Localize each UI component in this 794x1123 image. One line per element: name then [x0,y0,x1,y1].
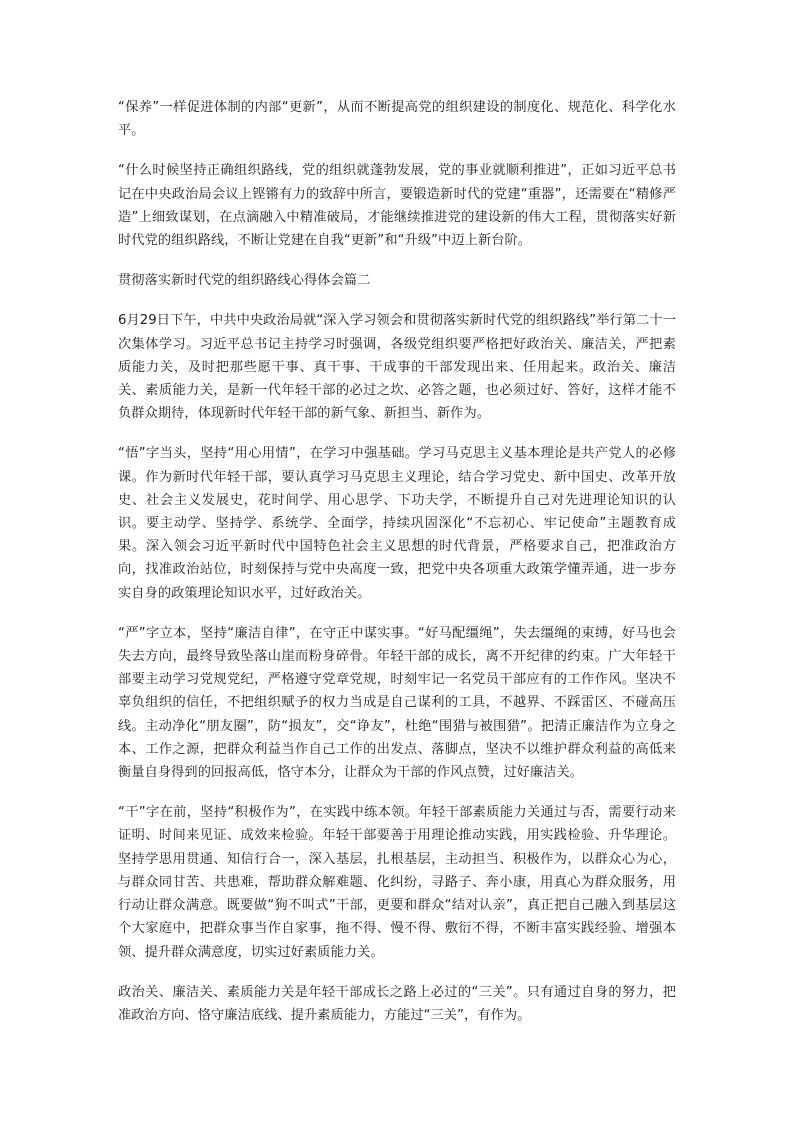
paragraph-intro-continuation: “保养”一样促进体制的内部“更新”，从而不断提高党的组织建设的制度化、规范化、科学化水平。 [118,100,676,139]
paragraph-wu: “悟”字当头，坚持“用心用情”，在学习中强基础。学习马克思主义基本理论是共产党人的必修课。作为新时代年轻干部，要认真学习马克思主义理论，结合学习党史、新中国史、改革开放史、社会主义发展史，花时间学、用心思学、下功夫学，不断提升自己对先进理论知识的认识。要主动学、坚持学、系统学、全面学，持续巩固深化“不忘初心、牢记使命”主题教育成果。深入领会习近平新时代中国特色社会主义思想的时代背景，严格要求自己，把准政治方向，找准政治站位，时刻保持与党中央高度一致，把党中央各项重大政策学懂弄通，进一步夯实自身的政策理论知识水平，过好政治关。 [118,446,676,601]
section-heading: 贯彻落实新时代党的组织路线心得体会篇二 [118,273,371,289]
paragraph-conclusion: 政治关、廉洁关、素质能力关是年轻干部成长之路上必过的“三关”。只有通过自身的努力，把准政治方向、恪守廉洁底线、提升素质能力，方能过“三关”，有作为。 [118,984,676,1023]
paragraph-study-session: 6月29日下午，中共中央政治局就“深入学习领会和贯彻落实新时代党的组织路线”举行第二十一次集体学习。习近平总书记主持学习时强调，各级党组织要严格把好政治关、廉洁关，严把素质能力关，及时把那些愿干事、真干事、干成事的干部发现出来、任用起来。政治关、廉洁关、素质能力关，是新一代年轻干部的必过之坎、必答之题，也必须过好、答好，这样才能不负群众期待，体现新时代年轻干部的新气象、新担当、新作为。 [118,313,676,422]
paragraph-organization-line: “什么时候坚持正确组织路线，党的组织就蓬勃发展，党的事业就顺利推进”，正如习近平总书记在中央政治局会议上铿锵有力的致辞中所言，要锻造新时代的党建“重器”，还需要在“精修严造”上细致谋划，在点滴融入中精准破局，才能继续推进党的建设新的伟大工程，贯彻落实好新时代党的组织路线，不断让党建在自我“更新”和“升级”中迈上新台阶。 [118,163,676,249]
document-body [118,96,676,1044]
paragraph-yan: “严”字立本，坚持“廉洁自律”，在守正中谋实事。“好马配缰绳”，失去缰绳的束缚，好马也会失去方向，最终导致坠落山崖而粉身碎骨。年轻干部的成长，离不开纪律的约束。广大年轻干部要主动学习党规党纪，严格遵守党章党规，时刻牢记一名党员干部应有的工作作风。坚决不辜负组织的信任，不把组织赋予的权力当成是自己谋利的工具，不越界、不踩雷区、不碰高压线。主动净化“朋友圈”，防“损友”，交“诤友”，杜绝“围猎与被围猎”。把清正廉洁作为立身之本、工作之源，把群众利益当作自己工作的出发点、落脚点，坚决不以维护群众利益的高低来衡量自身得到的回报高低，恪守本分，让群众为干部的作风点赞，过好廉洁关。 [118,625,676,781]
paragraph-gan: “干”字在前，坚持“积极作为”，在实践中练本领。年轻干部素质能力关通过与否，需要行动来证明、时间来见证、成效来检验。年轻干部要善于用理论推动实践，用实践检验、升华理论。坚持学思用贯通、知信行合一，深入基层，扎根基层，主动担当、积极作为，以群众心为心，与群众同甘苦、共患难，帮助群众解难题、化纠纷，寻路子、奔小康，用真心为群众服务，用行动让群众满意。既要做“狗不叫式”干部，更要和群众“结对认亲”，真正把自己融入到基层这个大家庭中，把群众事当作自家事，拖不得、慢不得、敷衍不得，不断丰富实践经验、增强本领、提升群众满意度，切实过好素质能力关。 [118,805,676,960]
